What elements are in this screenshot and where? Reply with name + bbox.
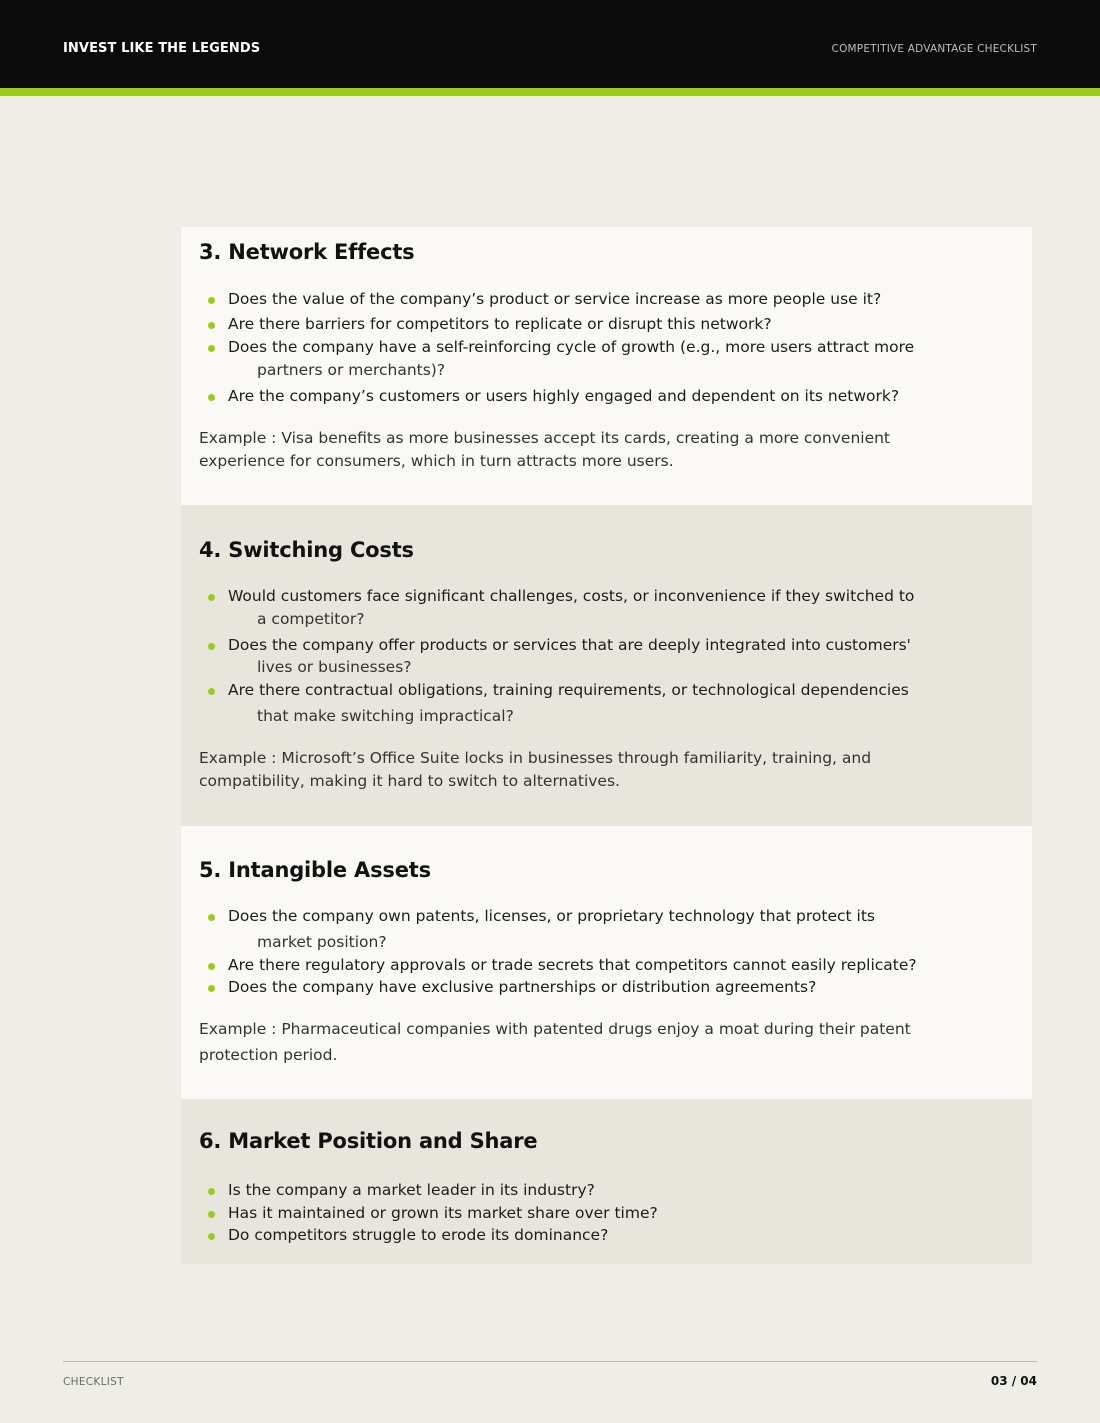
bullet-dot-icon: [208, 345, 215, 352]
bullet-dot-icon: [208, 963, 215, 970]
header-accent-stripe: [0, 88, 1100, 96]
section-title: 4. Switching Costs: [199, 538, 414, 562]
bullet-dot-icon: [208, 594, 215, 601]
bullet-dot-icon: [208, 1211, 215, 1218]
bullet-text: Are there barriers for competitors to replicate or disrupt this network?: [228, 315, 772, 333]
bullet-text: Are there contractual obligations, training requirements, or technological dependencies: [228, 681, 909, 699]
section-title: 6. Market Position and Share: [199, 1129, 538, 1153]
example-text-continued: protection period.: [199, 1046, 338, 1064]
example-text: Example : Visa benefits as more businesses accept its cards, creating a more convenient: [199, 429, 891, 447]
example-text: Example : Microsoft’s Office Suite locks in businesses through familiarity, training, and: [199, 749, 872, 767]
example-text-continued: compatibility, making it hard to switch to alternatives.: [199, 772, 620, 790]
footer-label: CHECKLIST: [63, 1376, 124, 1388]
section-intangible-assets: [181, 826, 1032, 1099]
bullet-text: Do competitors struggle to erode its dominance?: [228, 1226, 609, 1244]
bullet-text: Are there regulatory approvals or trade secrets that competitors cannot easily replicate?: [228, 956, 917, 974]
bullet-dot-icon: [208, 322, 215, 329]
section-market-position: [181, 1099, 1032, 1264]
page-number: 03 / 04: [990, 1374, 1037, 1388]
bullet-text: Are the company’s customers or users highly engaged and dependent on its network?: [228, 387, 900, 405]
example-text: Example : Pharmaceutical companies with patented drugs enjoy a moat during their patent: [199, 1020, 911, 1038]
section-switching-costs: [181, 505, 1032, 826]
bullet-dot-icon: [208, 1188, 215, 1195]
bullet-text-continued: a competitor?: [257, 610, 365, 628]
bullet-text-continued: partners or merchants)?: [257, 361, 446, 379]
section-network-effects: [181, 227, 1032, 505]
bullet-text: Does the company own patents, licenses, or proprietary technology that protect its: [228, 907, 876, 925]
bullet-text-continued: that make switching impractical?: [257, 707, 514, 725]
document-label: COMPETITIVE ADVANTAGE CHECKLIST: [831, 43, 1037, 55]
bullet-dot-icon: [208, 643, 215, 650]
bullet-dot-icon: [208, 394, 215, 401]
bullet-text: Does the company offer products or services that are deeply integrated into customers': [228, 636, 911, 654]
bullet-dot-icon: [208, 1233, 215, 1240]
bullet-text: Has it maintained or grown its market share over time?: [228, 1204, 658, 1222]
bullet-text-continued: lives or businesses?: [257, 658, 412, 676]
bullet-dot-icon: [208, 297, 215, 304]
bullet-text: Does the company have exclusive partnerships or distribution agreements?: [228, 978, 817, 996]
bullet-dot-icon: [208, 688, 215, 695]
footer-divider: [63, 1361, 1037, 1362]
bullet-text: Does the company have a self-reinforcing cycle of growth (e.g., more users attract more: [228, 338, 915, 356]
bullet-text: Would customers face significant challenges, costs, or inconvenience if they switched to: [228, 587, 915, 605]
bullet-dot-icon: [208, 985, 215, 992]
bullet-dot-icon: [208, 914, 215, 921]
bullet-text: Does the value of the company’s product or service increase as more people use it?: [228, 290, 882, 308]
brand-title: INVEST LIKE THE LEGENDS: [63, 41, 261, 56]
section-title: 3. Network Effects: [199, 240, 415, 264]
bullet-text: Is the company a market leader in its industry?: [228, 1181, 595, 1199]
example-text-continued: experience for consumers, which in turn attracts more users.: [199, 452, 674, 470]
bullet-text-continued: market position?: [257, 933, 387, 951]
section-title: 5. Intangible Assets: [199, 858, 431, 882]
